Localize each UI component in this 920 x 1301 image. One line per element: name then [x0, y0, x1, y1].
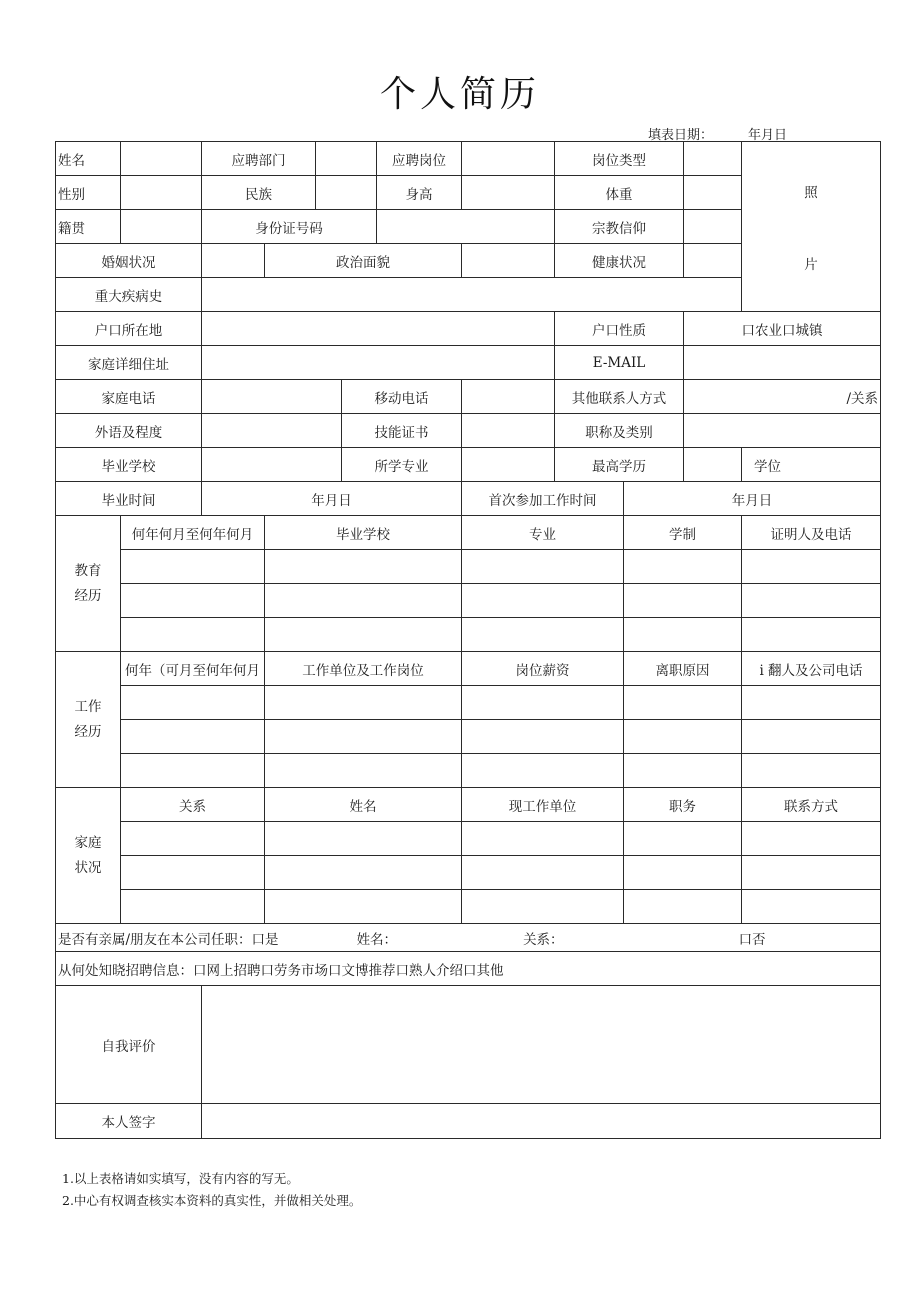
ethnicity-label: 民族 [202, 176, 316, 210]
family-header: 关系 [121, 788, 265, 822]
family-cell[interactable] [121, 890, 265, 924]
work-cell[interactable] [742, 754, 881, 788]
note-item: 2.中心有权调查核实本资料的真实性，并做相关处理。 [62, 1193, 362, 1208]
family-cell[interactable] [265, 822, 462, 856]
health-field[interactable] [684, 244, 742, 278]
family-row [56, 856, 881, 890]
signature-label: 本人签字 [56, 1104, 202, 1139]
first-work-field[interactable]: 年月日 [624, 482, 881, 516]
work-cell[interactable] [462, 686, 624, 720]
education-cell[interactable] [121, 550, 265, 584]
signature-field[interactable] [202, 1104, 881, 1139]
other-contact-label: 其他联系人方式 [555, 380, 684, 414]
family-label-2: 状况 [74, 859, 102, 876]
relatives-row[interactable] [56, 924, 881, 952]
family-cell[interactable] [121, 822, 265, 856]
work-label-2: 经历 [74, 723, 102, 740]
education-row [56, 584, 881, 618]
highest-edu-label: 最高学历 [555, 448, 684, 482]
family-label-1: 家庭 [74, 834, 102, 851]
hukou-type-label: 户口性质 [555, 312, 684, 346]
certificate-label: 技能证书 [342, 414, 462, 448]
resume-form [55, 141, 881, 1139]
family-section-label [56, 788, 121, 924]
relatives-name-label: 姓名： [356, 931, 398, 948]
family-cell[interactable] [265, 890, 462, 924]
education-cell[interactable] [265, 584, 462, 618]
family-cell[interactable] [265, 856, 462, 890]
education-cell[interactable] [624, 550, 742, 584]
education-section-label [56, 516, 121, 652]
title-category-field[interactable] [684, 414, 881, 448]
marital-label: 婚姻状况 [56, 244, 202, 278]
education-cell[interactable] [624, 618, 742, 652]
family-header: 现工作单位 [462, 788, 624, 822]
school-field[interactable] [202, 448, 342, 482]
family-cell[interactable] [462, 890, 624, 924]
work-cell[interactable] [121, 686, 265, 720]
major-illness-field[interactable] [202, 278, 742, 312]
work-row [56, 720, 881, 754]
education-cell[interactable] [742, 618, 881, 652]
home-address-label: 家庭详细住址 [56, 346, 202, 380]
title-category-label: 职称及类别 [555, 414, 684, 448]
home-address-field[interactable] [202, 346, 555, 380]
education-cell[interactable] [462, 550, 624, 584]
hukou-type-options[interactable]: 口农业口城镇 [684, 312, 881, 346]
work-cell[interactable] [624, 720, 742, 754]
self-eval-field[interactable] [202, 986, 881, 1104]
political-field[interactable] [462, 244, 555, 278]
notes [62, 1168, 361, 1212]
family-cell[interactable] [742, 822, 881, 856]
work-row [56, 754, 881, 788]
other-contact-field[interactable]: /关系 [684, 380, 881, 414]
note-item: 1.以上表格请如实填写，没有内容的写无。 [62, 1171, 299, 1186]
family-cell[interactable] [742, 856, 881, 890]
work-header: 工作单位及工作岗位 [265, 652, 462, 686]
health-label: 健康状况 [555, 244, 684, 278]
education-header: 毕业学校 [265, 516, 462, 550]
work-cell[interactable] [121, 720, 265, 754]
work-header: 岗位薪资 [462, 652, 624, 686]
photo-box[interactable] [742, 142, 881, 312]
fill-date-label: 填表日期： [648, 128, 714, 143]
dept-label: 应聘部门 [202, 142, 316, 176]
family-cell[interactable] [742, 890, 881, 924]
source-row[interactable]: 从何处知晓招聘信息：口网上招聘口劳务市场口文博推荐口熟人介绍口其他 [56, 952, 881, 986]
work-header: 离职原因 [624, 652, 742, 686]
work-cell[interactable] [265, 754, 462, 788]
family-cell[interactable] [462, 856, 624, 890]
education-cell[interactable] [462, 584, 624, 618]
education-cell[interactable] [265, 618, 462, 652]
language-field[interactable] [202, 414, 342, 448]
native-place-field[interactable] [121, 210, 202, 244]
school-label: 毕业学校 [56, 448, 202, 482]
political-label: 政治面貌 [265, 244, 462, 278]
family-header: 联系方式 [742, 788, 881, 822]
height-field[interactable] [462, 176, 555, 210]
major-illness-label: 重大疾病史 [56, 278, 202, 312]
education-cell[interactable] [742, 584, 881, 618]
work-cell[interactable] [624, 686, 742, 720]
fill-date-value: 年月日 [748, 128, 788, 143]
work-cell[interactable] [462, 754, 624, 788]
work-label-1: 工作 [74, 698, 102, 715]
education-cell[interactable] [624, 584, 742, 618]
native-place-label: 籍贯 [56, 210, 121, 244]
certificate-field[interactable] [462, 414, 555, 448]
education-cell[interactable] [121, 618, 265, 652]
id-number-field[interactable] [377, 210, 555, 244]
name-label: 姓名 [56, 142, 121, 176]
religion-label: 宗教信仰 [555, 210, 684, 244]
education-cell[interactable] [265, 550, 462, 584]
marital-field[interactable] [202, 244, 265, 278]
family-row [56, 822, 881, 856]
ethnicity-field[interactable] [316, 176, 377, 210]
family-cell[interactable] [624, 856, 742, 890]
post-type-field[interactable] [684, 142, 742, 176]
religion-field[interactable] [684, 210, 742, 244]
weight-field[interactable] [684, 176, 742, 210]
work-row [56, 686, 881, 720]
post-type-label: 岗位类型 [555, 142, 684, 176]
family-header: 职务 [624, 788, 742, 822]
education-header: 何年何月至何年何月 [121, 516, 265, 550]
education-row [56, 550, 881, 584]
email-label: E-MAIL [555, 346, 684, 380]
mobile-label: 移动电话 [342, 380, 462, 414]
work-cell[interactable] [265, 686, 462, 720]
photo-label-1: 照 [804, 184, 818, 201]
home-phone-field[interactable] [202, 380, 342, 414]
family-row [56, 890, 881, 924]
position-label: 应聘岗位 [377, 142, 462, 176]
weight-label: 体重 [555, 176, 684, 210]
work-section-label [56, 652, 121, 788]
work-cell[interactable] [121, 754, 265, 788]
email-field[interactable] [684, 346, 881, 380]
work-cell[interactable] [742, 686, 881, 720]
grad-time-label: 毕业时间 [56, 482, 202, 516]
relatives-question: 是否有亲属/朋友在本公司任职：口是 [58, 931, 279, 948]
hukou-place-label: 户口所在地 [56, 312, 202, 346]
education-cell[interactable] [742, 550, 881, 584]
education-header: 专业 [462, 516, 624, 550]
relatives-relation-label: 关系： [523, 931, 564, 948]
family-cell[interactable] [624, 890, 742, 924]
height-label: 身高 [377, 176, 462, 210]
work-cell[interactable] [265, 720, 462, 754]
self-eval-label: 自我评价 [56, 986, 202, 1104]
id-number-label: 身份证号码 [202, 210, 377, 244]
gender-label: 性别 [56, 176, 121, 210]
family-cell[interactable] [462, 822, 624, 856]
hukou-place-field[interactable] [202, 312, 555, 346]
work-header: i 翻人及公司电话 [742, 652, 881, 686]
education-label-1: 教育 [74, 562, 102, 579]
education-header: 证明人及电话 [742, 516, 881, 550]
education-cell[interactable] [462, 618, 624, 652]
work-header: 何年（可月至何年何月 [121, 652, 265, 686]
major-field[interactable] [462, 448, 555, 482]
photo-label-2: 片 [804, 256, 818, 273]
degree-label: 学位 [742, 448, 881, 482]
relatives-no-option[interactable]: 口否 [738, 931, 766, 948]
highest-edu-field[interactable] [684, 448, 742, 482]
dept-field[interactable] [316, 142, 377, 176]
grad-time-field[interactable]: 年月日 [202, 482, 462, 516]
family-cell[interactable] [121, 856, 265, 890]
education-label-2: 经历 [74, 587, 102, 604]
education-row [56, 618, 881, 652]
family-header: 姓名 [265, 788, 462, 822]
family-cell[interactable] [624, 822, 742, 856]
work-cell[interactable] [462, 720, 624, 754]
education-header: 学制 [624, 516, 742, 550]
gender-field[interactable] [121, 176, 202, 210]
page-title: 个人简历 [379, 74, 540, 115]
work-cell[interactable] [624, 754, 742, 788]
first-work-label: 首次参加工作时间 [462, 482, 624, 516]
mobile-field[interactable] [462, 380, 555, 414]
work-cell[interactable] [742, 720, 881, 754]
major-label: 所学专业 [342, 448, 462, 482]
language-label: 外语及程度 [56, 414, 202, 448]
position-field[interactable] [462, 142, 555, 176]
education-cell[interactable] [121, 584, 265, 618]
name-field[interactable] [121, 142, 202, 176]
home-phone-label: 家庭电话 [56, 380, 202, 414]
